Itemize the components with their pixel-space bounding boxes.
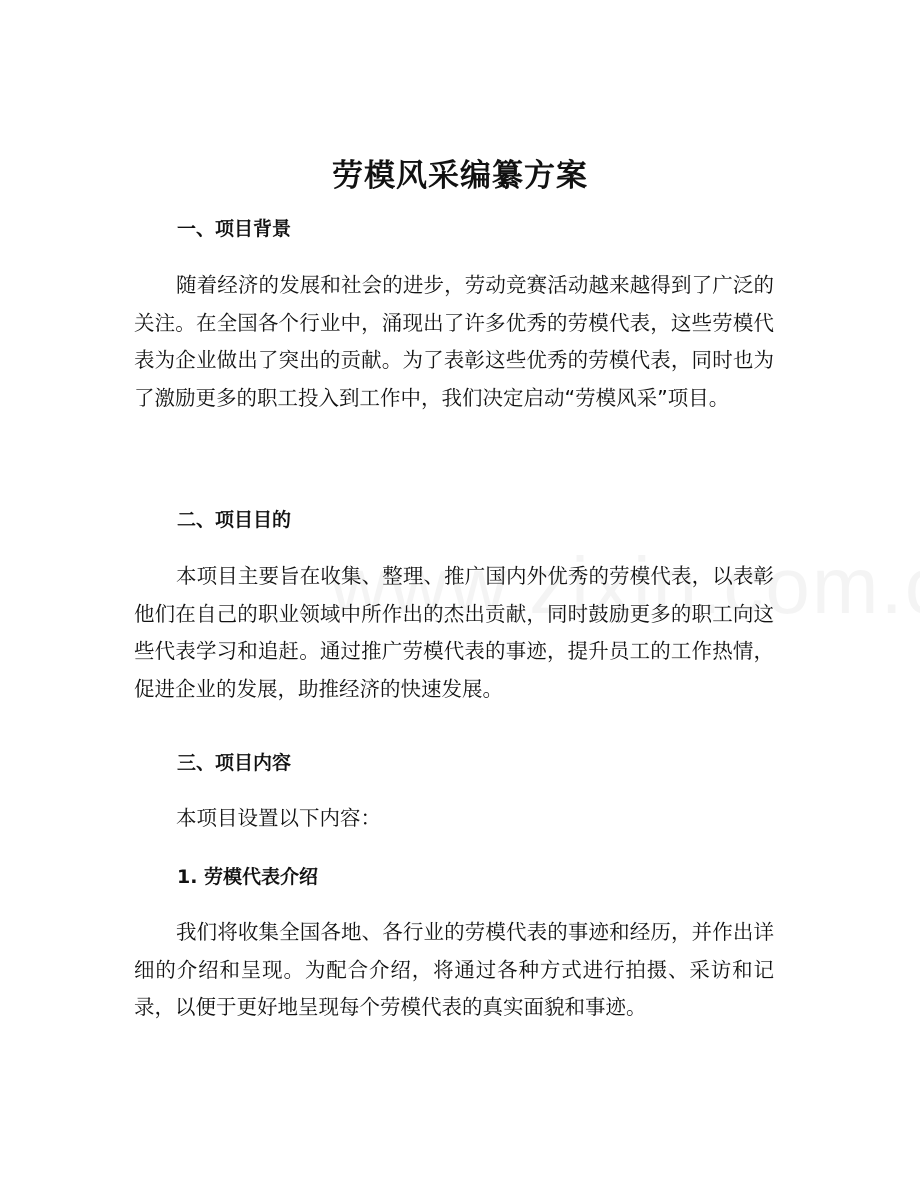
section-heading-background: 一、项目背景 (177, 218, 292, 240)
section-paragraph-content: 本项目设置以下内容： (176, 806, 381, 830)
section-paragraph-purpose: 本项目主要旨在收集、整理、推广国内外优秀的劳模代表，以表彰他们在自己的职业领域中所作出的杰出贡献，同时鼓励更多的职工向这些代表学习和追赶。通过推广劳模代表的事迹，提升员工的工作热情，促进企业的发展，助推经济的快速发展。 (134, 564, 774, 701)
section-heading-content: 三、项目内容 (177, 752, 292, 774)
section-paragraph-background: 随着经济的发展和社会的进步，劳动竞赛活动越来越得到了广泛的关注。在全国各个行业中，涌现出了许多优秀的劳模代表，这些劳模代表为企业做出了突出的贡献。为了表彰这些优秀的劳模代表，同时也为了激励更多的职工投入到工作中，我们决定启动“劳模风采”项目。 (134, 273, 774, 410)
document-title: 劳模风采编纂方案 (332, 158, 588, 194)
section-heading-purpose: 二、项目目的 (177, 509, 292, 531)
subsection-heading-introduction: 1. 劳模代表介绍 (177, 866, 319, 888)
subsection-paragraph-introduction: 我们将收集全国各地、各行业的劳模代表的事迹和经历，并作出详细的介绍和呈现。为配合介绍，将通过各种方式进行拍摄、采访和记录，以便于更好地呈现每个劳模代表的真实面貌和事迹。 (134, 920, 774, 1019)
